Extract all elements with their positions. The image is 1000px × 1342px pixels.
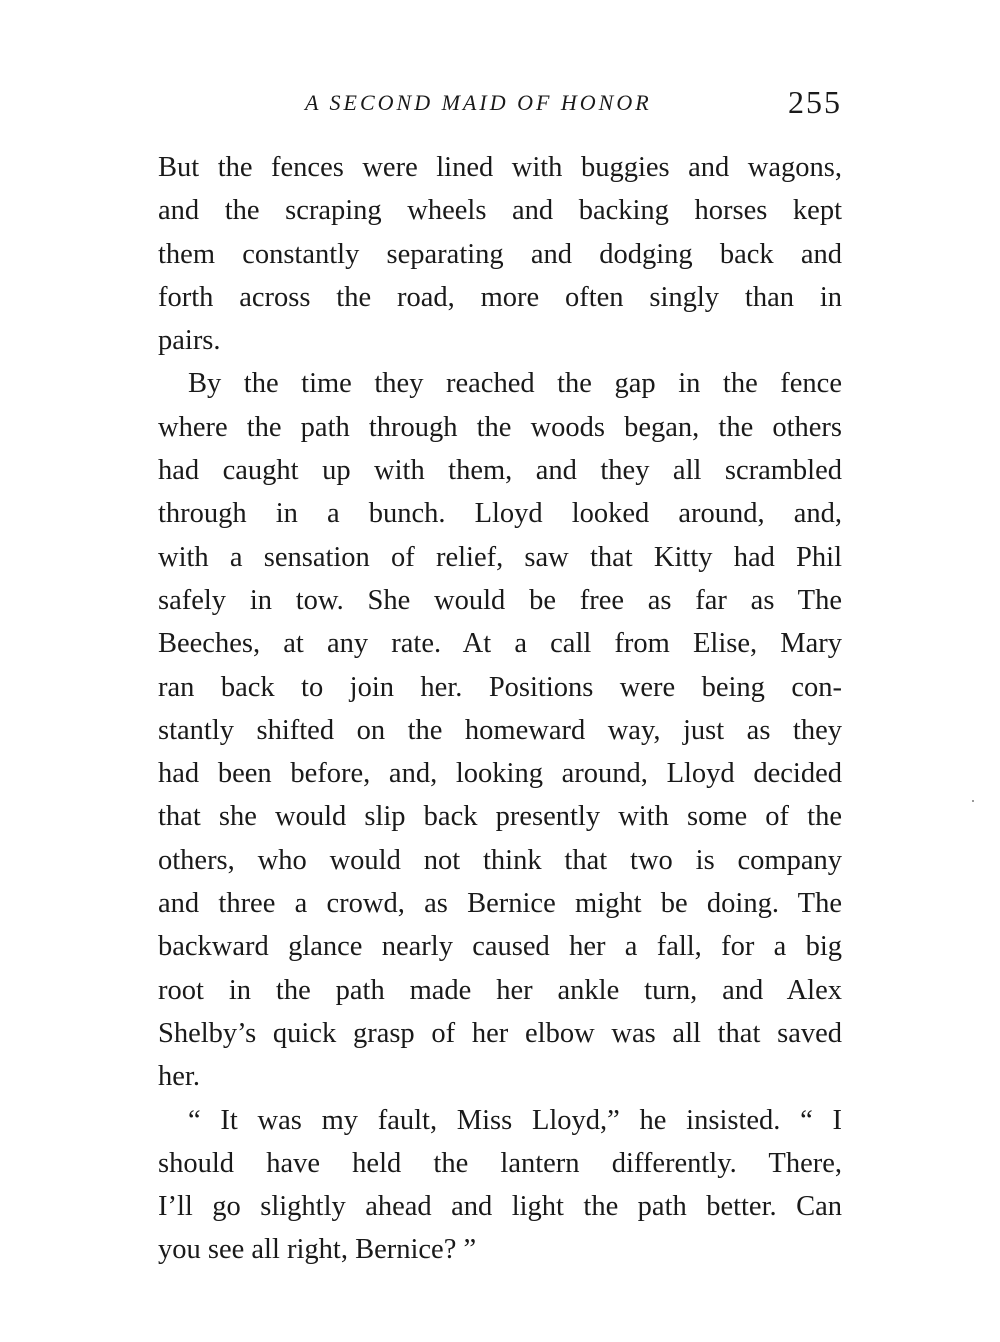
- text-line: that she would slip back presently with some of the: [158, 801, 842, 833]
- text-line: others, who would not think that two is company: [158, 844, 842, 876]
- text-line: I’ll go slightly ahead and light the path better. Can: [158, 1191, 842, 1223]
- paragraph-1: [158, 146, 842, 362]
- text-line: Beeches, at any rate. At a call from Elise, Mary: [158, 628, 842, 660]
- text-line: Shelby’s quick grasp of her elbow was all that saved: [158, 1017, 842, 1049]
- text-line: them constantly separating and dodging back and: [158, 238, 842, 270]
- text-line: had been before, and, looking around, Lloyd decided: [158, 758, 842, 790]
- text-line: should have held the lantern differently. There,: [158, 1147, 842, 1179]
- text-line: “ It was my fault, Miss Lloyd,” he insisted. “ I: [188, 1104, 842, 1136]
- text-line: But the fences were lined with buggies and wagons,: [158, 152, 842, 183]
- running-head: [158, 82, 844, 122]
- text-line: backward glance nearly caused her a fall, for a big: [158, 931, 842, 963]
- text-line: stantly shifted on the homeward way, just as they: [158, 714, 842, 746]
- text-line: By the time they reached the gap in the fence: [188, 368, 842, 400]
- paragraph-2: [158, 362, 842, 1098]
- text-line: root in the path made her ankle turn, and Alex: [158, 974, 842, 1006]
- text-line: where the path through the woods began, the others: [158, 411, 842, 443]
- text-line: pairs.: [158, 325, 221, 357]
- text-line: and three a crowd, as Bernice might be doing. The: [158, 888, 842, 920]
- paragraph-3: [158, 1099, 842, 1272]
- scan-speck: [972, 800, 974, 802]
- text-line: forth across the road, more often singly than in: [158, 281, 842, 313]
- text-line: safely in tow. She would be free as far as The: [158, 584, 842, 616]
- running-title: A SECOND MAID OF HONOR: [305, 90, 652, 115]
- page-number: 255: [788, 84, 842, 120]
- text-line: with a sensation of relief, saw that Kitty had Phil: [158, 541, 842, 573]
- text-line: her.: [158, 1061, 200, 1093]
- text-line: you see all right, Bernice? ”: [158, 1234, 477, 1266]
- text-body: [158, 146, 842, 1272]
- text-line: ran back to join her. Positions were being con-: [158, 671, 842, 703]
- text-line: had caught up with them, and they all scrambled: [158, 455, 842, 487]
- text-line: through in a bunch. Lloyd looked around, and,: [158, 498, 842, 530]
- text-line: and the scraping wheels and backing horses kept: [158, 195, 842, 227]
